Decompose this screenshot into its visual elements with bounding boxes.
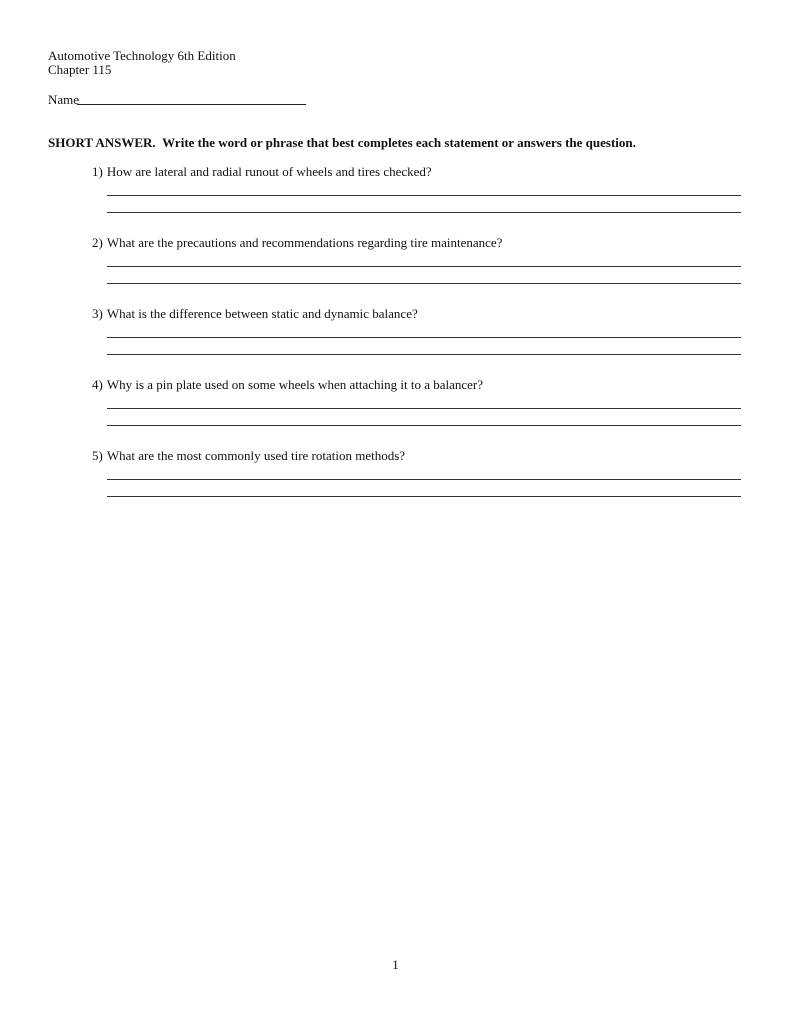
answer-line[interactable] <box>107 479 741 480</box>
question-2 <box>92 235 502 250</box>
answer-line[interactable] <box>107 354 741 355</box>
question-number: 5) <box>92 448 103 463</box>
book-title: Automotive Technology 6th Edition <box>48 48 236 63</box>
chapter-label: Chapter 115 <box>48 62 112 77</box>
question-text: What are the most commonly used tire rotation methods? <box>106 448 406 463</box>
answer-line[interactable] <box>107 337 741 338</box>
question-number: 3) <box>92 306 103 321</box>
answer-line[interactable] <box>107 195 741 196</box>
instructions <box>48 135 636 150</box>
answer-line[interactable] <box>107 283 741 284</box>
question-text: Why is a pin plate used on some wheels when attaching it to a balancer? <box>106 377 483 392</box>
answer-line[interactable] <box>107 212 741 213</box>
question-text: What are the precautions and recommendations regarding tire maintenance? <box>106 235 503 250</box>
question-5 <box>92 448 405 463</box>
answer-line[interactable] <box>107 496 741 497</box>
instructions-text: Write the word or phrase that best completes each statement or answers the question. <box>162 135 636 150</box>
answer-line[interactable] <box>107 425 741 426</box>
question-text: What is the difference between static and dynamic balance? <box>106 306 418 321</box>
page-number: 1 <box>392 957 399 972</box>
question-text: How are lateral and radial runout of wheels and tires checked? <box>106 164 432 179</box>
name-label: Name <box>48 92 80 107</box>
answer-line[interactable] <box>107 266 741 267</box>
instructions-lead: SHORT ANSWER. <box>48 135 156 150</box>
question-number: 1) <box>92 164 103 179</box>
question-3 <box>92 306 418 321</box>
answer-line[interactable] <box>107 408 741 409</box>
question-number: 2) <box>92 235 103 250</box>
question-4 <box>92 377 483 392</box>
question-number: 4) <box>92 377 103 392</box>
name-field-line[interactable] <box>77 104 306 105</box>
question-1 <box>92 164 432 179</box>
